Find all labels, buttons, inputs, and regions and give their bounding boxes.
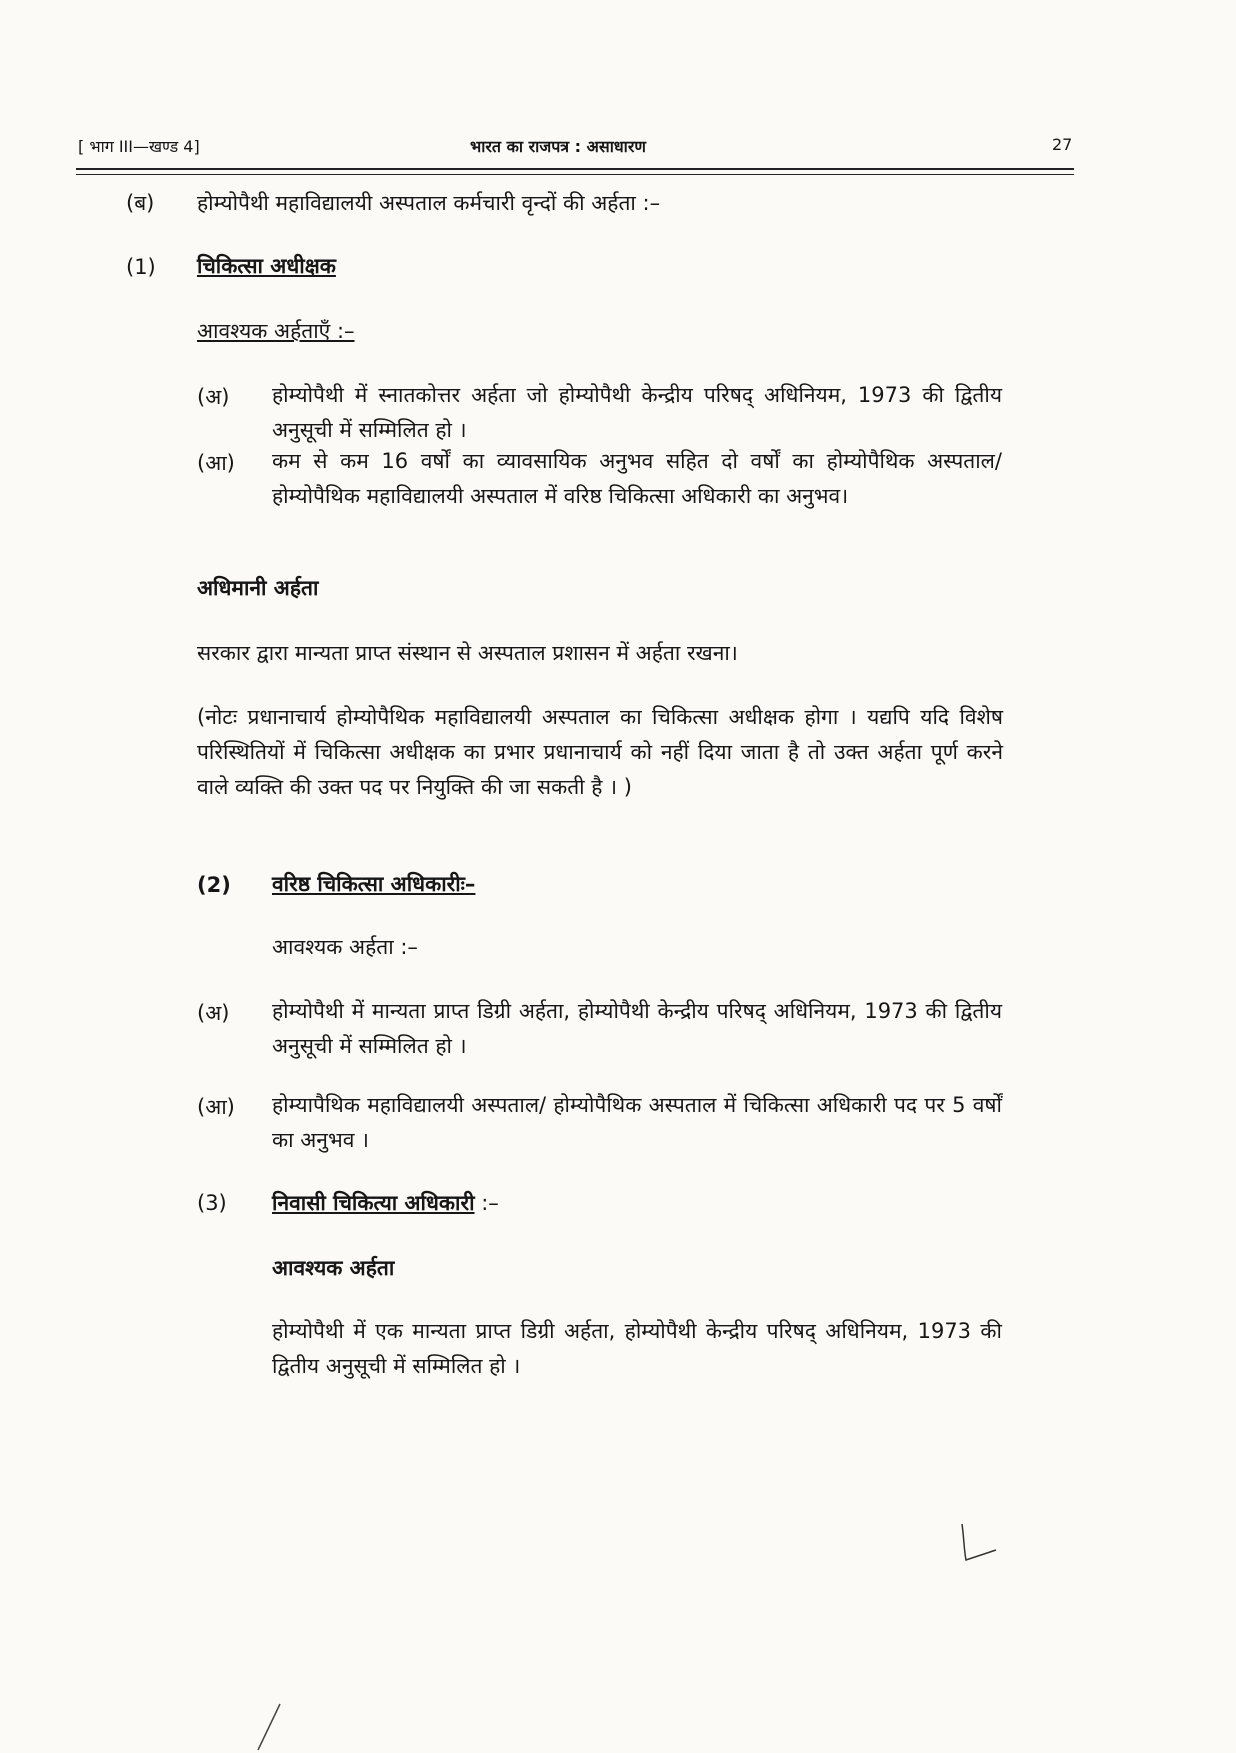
item3-heading: निवासी चिकित्या अधिकारी [272,1191,475,1215]
item2-aa-text: होम्यापैथिक महाविद्यालयी अस्पताल/ होम्योपैथिक अस्पताल में चिकित्सा अधिकारी पद पर 5 वर्षों का अनुभव । [272,1093,1002,1152]
item3-essential-label: आवश्यक अर्हता [272,1256,395,1280]
header-title: भारत का राजपत्र : असाधारण [470,137,646,156]
item3-heading-suffix: :– [474,1191,499,1215]
item1-marker: (1) [126,255,156,279]
item3-heading-line [272,1186,499,1220]
item3-text: होम्योपैथी में एक मान्यता प्राप्त डिग्री अर्हता, होम्योपैथी केन्द्रीय परिषद् अधिनियम, 1973 की द्वितीय अनुसूची में सम्मिलित हो । [272,1319,1002,1378]
item1-desirable-text: सरकार द्वारा मान्यता प्राप्त संस्थान से अस्पताल प्रशासन में अर्हता रखना। [197,641,738,665]
item1-aa-text: कम से कम 16 वर्षों का व्यावसायिक अनुभव सहित दो वर्षों का होम्योपैथिक अस्पताल/ होम्योपैथिक महाविद्यालयी अस्पताल में वरिष्ठ चिकित्सा अधिकारी का अनुभव। [272,449,1002,508]
item2-a-marker: (अ) [197,1001,230,1025]
page-number: 27 [1052,135,1073,154]
item2-essential-label: आवश्यक अर्हता :– [272,935,418,959]
header-rule-thick [76,168,1074,170]
header-rule-thin [76,174,1074,175]
item1-a-text: होम्योपैथी में स्नातकोत्तर अर्हता जो होम्योपैथी केन्द्रीय परिषद् अधिनियम, 1973 की द्वितीय अनुसूची में सम्मिलित हो । [272,383,1002,442]
item1-aa-marker: (आ) [197,451,235,475]
item2-heading: वरिष्ठ चिकित्सा अधिकारीः– [272,872,476,896]
item2-marker: (2) [197,873,231,897]
item2-aa-marker: (आ) [197,1095,235,1119]
handwritten-mark [950,1520,1010,1570]
item1-heading: चिकित्सा अधीक्षक [197,254,336,278]
item1-essential-label: आवश्यक अर्हताएँ :– [197,319,355,343]
header-part: [ भाग III—खण्ड 4] [78,137,200,156]
item1-note [197,700,1003,805]
item3-marker: (3) [197,1191,227,1215]
item1-note-text: (नोटः प्रधानाचार्य होम्योपैथिक महाविद्यालयी अस्पताल का चिकित्सा अधीक्षक होगा । यद्यपि यदि विशेष परिस्थितियों में चिकित्सा अधीक्षक का प्रभार प्रधानाचार्य को नहीं दिया जाता है तो उक्त अर्हता पूर्ण करने वाले व्यक्ति की उक्त पद पर नियुक्ति की जा सकती है । ) [197,705,1003,799]
section-b-title: होम्योपैथी महाविद्यालयी अस्पताल कर्मचारी वृन्दों की अर्हता :– [197,191,661,215]
handwritten-stroke [250,1700,290,1753]
section-b-marker: (ब) [126,191,155,215]
item2-a-text: होम्योपैथी में मान्यता प्राप्त डिग्री अर्हता, होम्योपैथी केन्द्रीय परिषद् अधिनियम, 1973 की द्वितीय अनुसूची में सम्मिलित हो । [272,999,1002,1058]
item1-desirable-label: अधिमानी अर्हता [197,576,319,600]
item1-a-marker: (अ) [197,385,230,409]
